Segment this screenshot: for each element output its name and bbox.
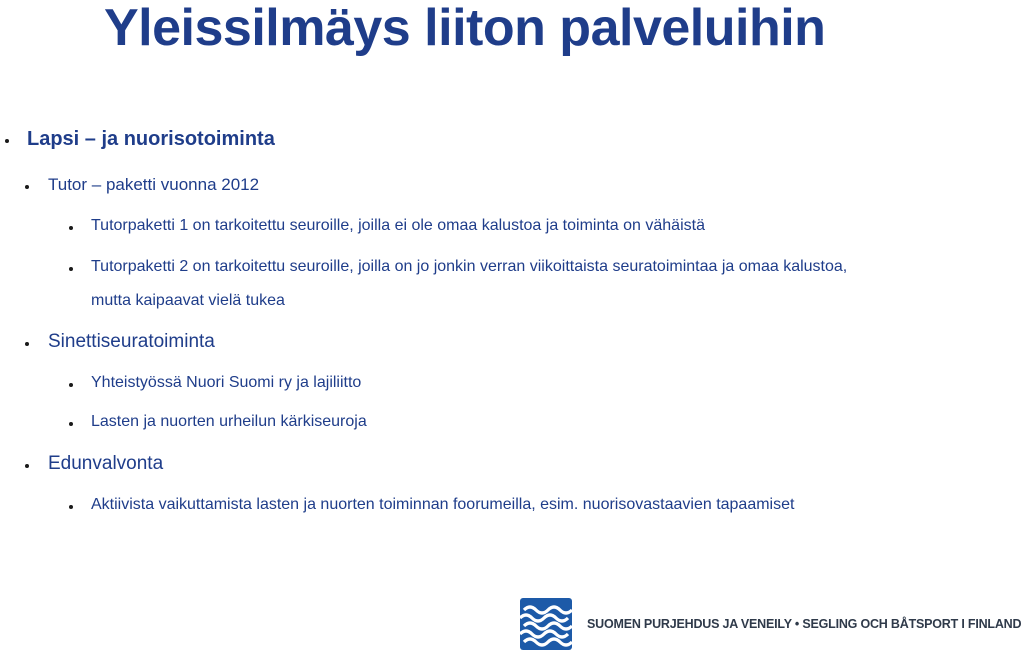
list-item-tutor-1: Tutorpaketti 1 on tarkoitettu seuroille, joilla ei ole omaa kalustoa ja toiminta on vähäistä [91,217,705,234]
list-item-tutor: Tutor – paketti vuonna 2012 [48,175,260,194]
bullet [69,422,73,426]
bullet [69,226,73,230]
bullet [25,464,29,468]
list-item-edunvalvonta-1: Aktiivista vaikuttamista lasten ja nuorten toiminnan foorumeilla, esim. nuorisovastaavien tapaamiset [91,496,795,513]
organization-name: SUOMEN PURJEHDUS JA VENEILY • SEGLING OCH BÅTSPORT I FINLAND [587,617,1021,631]
list-item-edunvalvonta: Edunvalvonta [48,453,164,474]
list-item-sinetti-2: Lasten ja nuorten urheilun kärkiseuroja [91,413,367,430]
bullet [5,139,9,143]
bullet [25,185,29,189]
bullet [69,267,73,271]
list-item-tutor-2: Tutorpaketti 2 on tarkoitettu seuroille, joilla on jo jonkin verran viikoittaista seuratoimintaa ja omaa kalustoa, [91,258,848,275]
bullet [25,342,29,346]
waves-logo-icon [520,598,572,650]
list-item-tutor-2-continued: mutta kaipaavat vielä tukea [91,292,285,309]
slide-title: Yleissilmäys liiton palveluihin [104,0,826,57]
list-item-sinetti-1: Yhteistyössä Nuori Suomi ry ja lajiliitto [91,374,362,391]
bullet [69,383,73,387]
section-heading-lapsi: Lapsi – ja nuorisotoiminta [27,128,275,150]
bullet [69,505,73,509]
list-item-sinetti: Sinettiseuratoiminta [48,331,215,352]
